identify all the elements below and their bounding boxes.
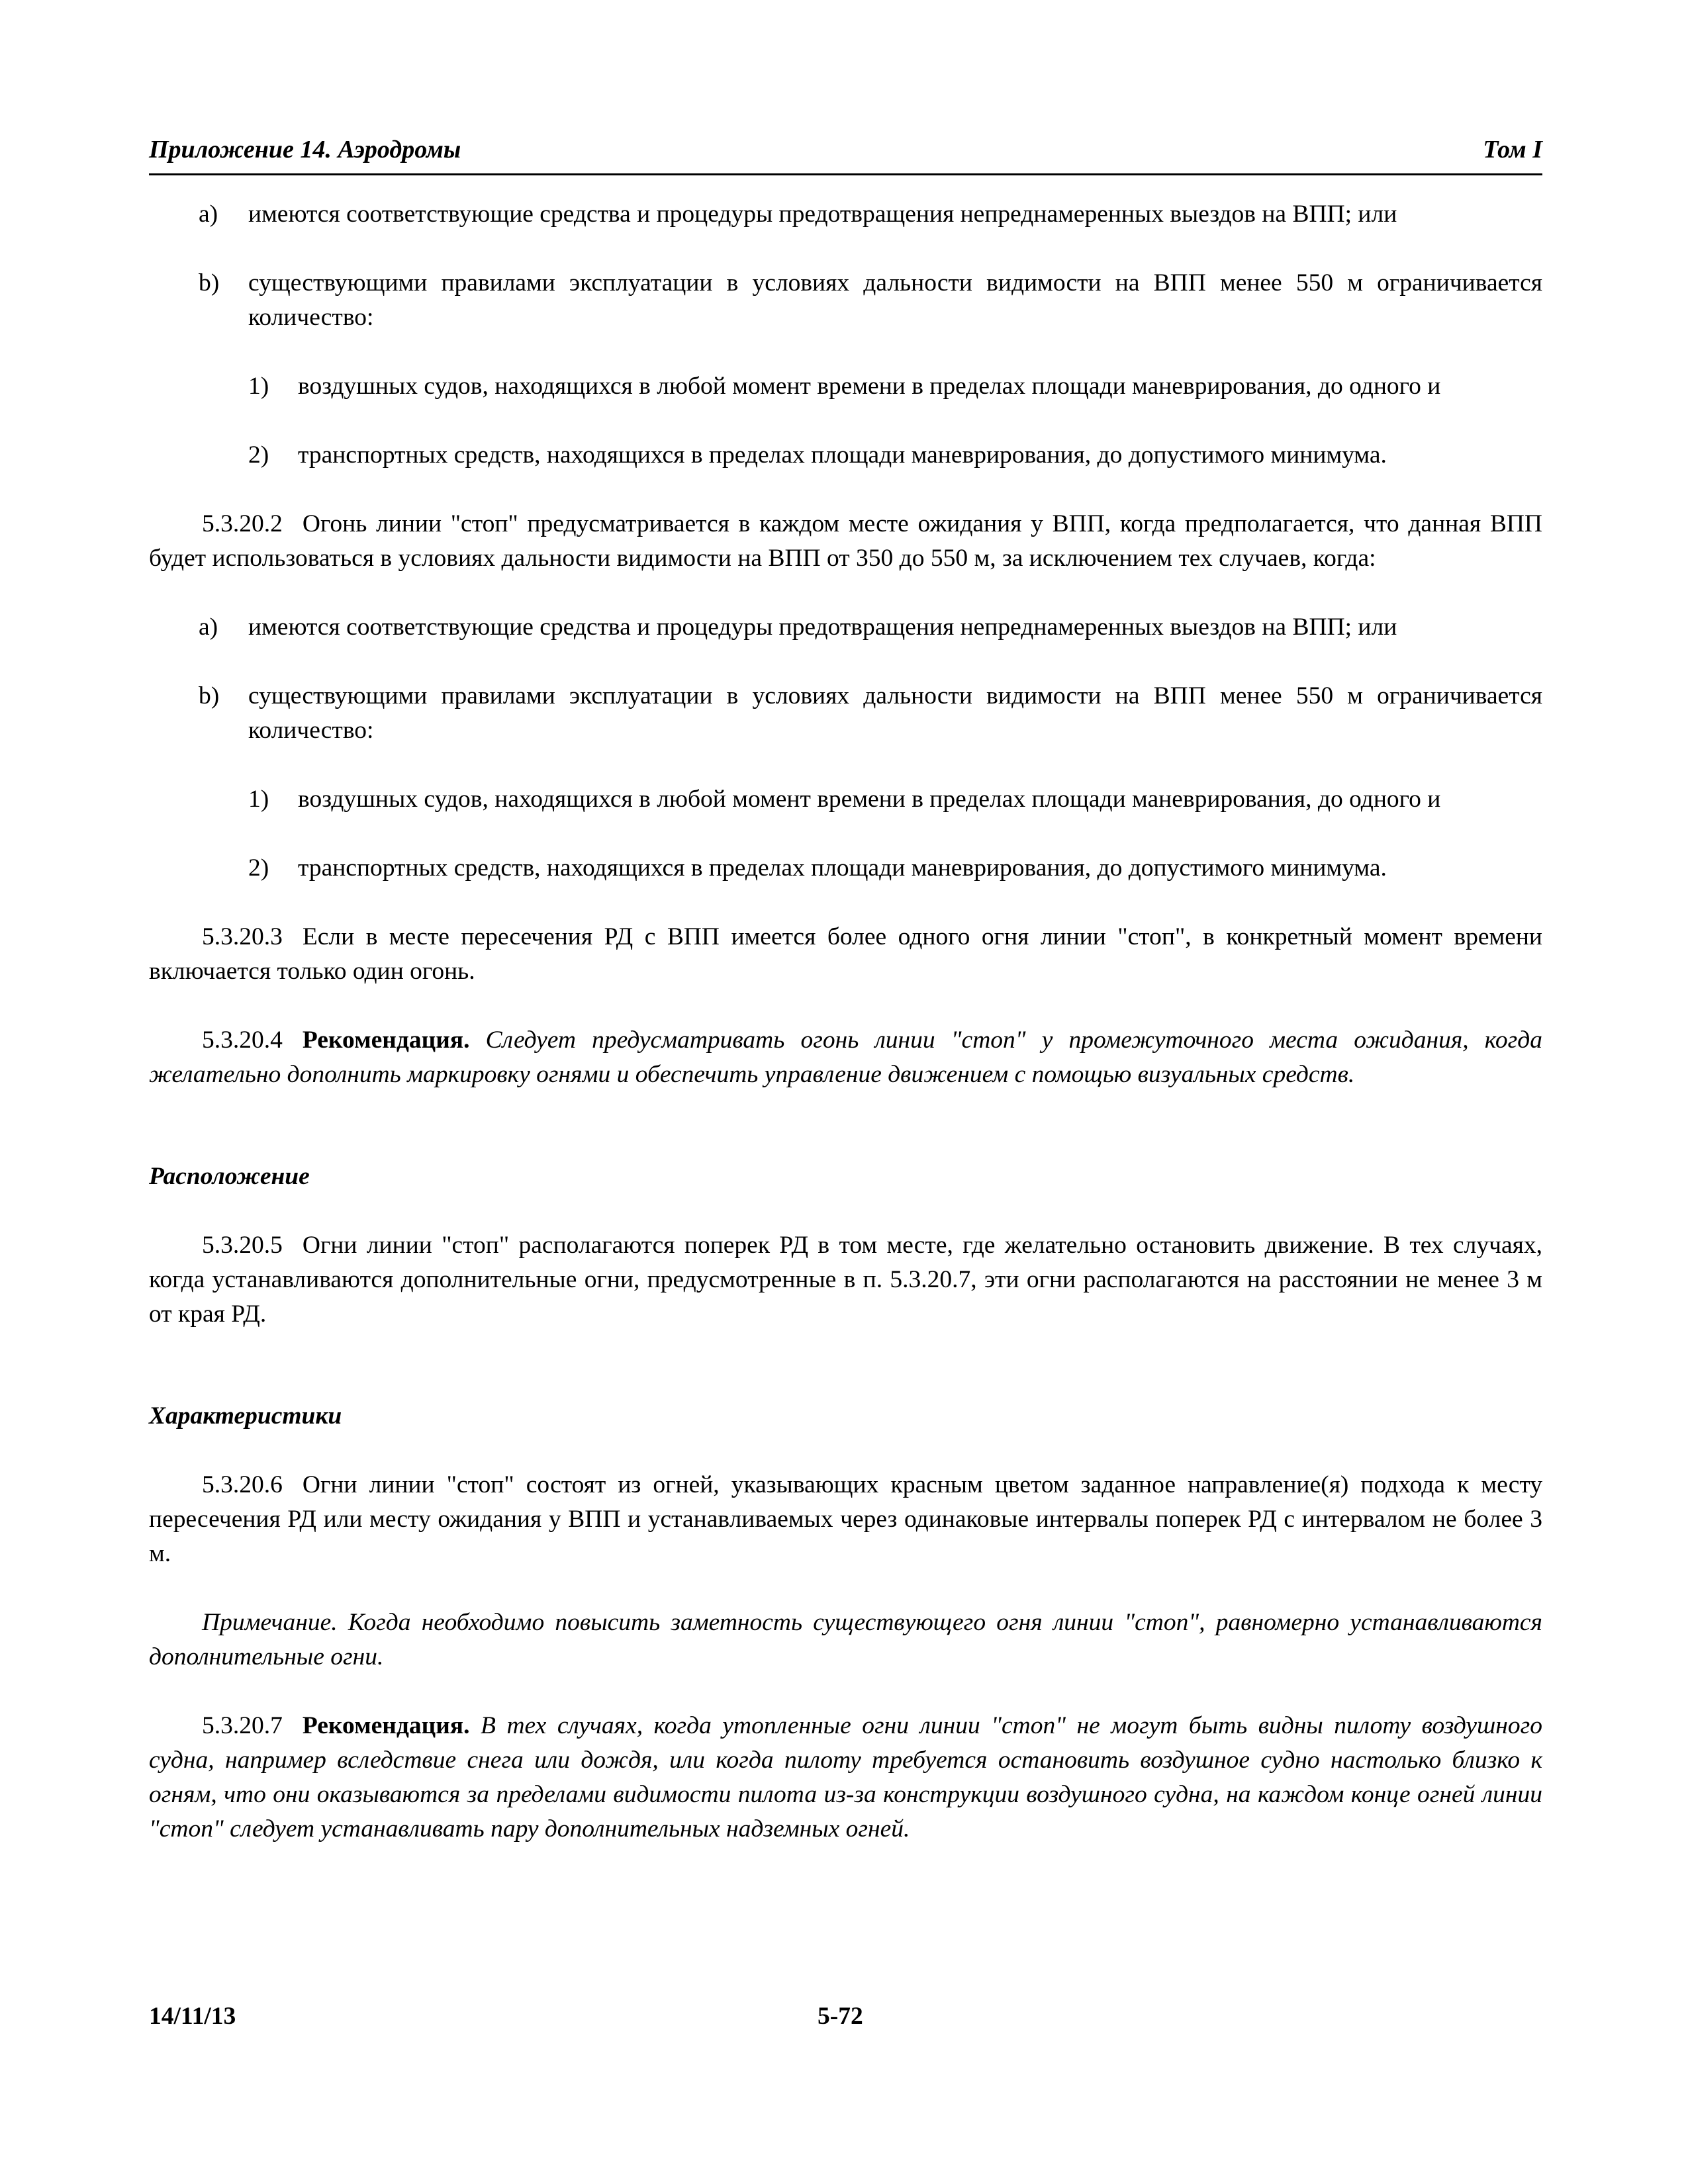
header-volume: Том I xyxy=(1483,136,1542,163)
recommendation-text: Следует предусматривать огонь линии "стоп" у промежуточного места ожидания, когда желательно дополнить маркировку огнями и обеспечить управление движением с помощью визуальных средств. xyxy=(149,1026,1543,1088)
section-heading-location: Расположение xyxy=(149,1163,310,1190)
list-text: существующими правилами эксплуатации в условиях дальности видимости на ВПП менее 550 м ограничивается количество: xyxy=(248,682,1542,744)
list-text: имеются соответствующие средства и процедуры предотвращения непреднамеренных выездов на ВПП; или xyxy=(248,614,1397,641)
list-text: транспортных средств, находящихся в пределах площади маневрирования, до допустимого минимума. xyxy=(298,854,1387,882)
paragraph-text: Если в месте пересечения РД с ВПП имеется более одного огня линии "стоп", в конкретный момент времени включается только один огонь. xyxy=(149,923,1542,985)
paragraph-5-3-20-7 xyxy=(149,1709,1542,1846)
header-title: Приложение 14. Аэродромы xyxy=(149,136,461,163)
list-label: b) xyxy=(199,682,220,709)
clause-number: 5.3.20.2 xyxy=(202,510,283,537)
list-text: воздушных судов, находящихся в любой момент времени в пределах площади маневрирования, до одного и xyxy=(298,786,1441,813)
list-text: имеются соответствующие средства и процедуры предотвращения непреднамеренных выездов на ВПП; или xyxy=(248,201,1397,228)
clause-number: 5.3.20.7 xyxy=(202,1712,283,1739)
document-body xyxy=(149,197,1542,1881)
list-label: 2) xyxy=(248,854,269,882)
list-label: 2) xyxy=(248,441,269,469)
list-label: a) xyxy=(199,201,218,228)
list-item xyxy=(149,266,1542,335)
page-header xyxy=(149,132,1542,175)
footer-page-number: 5-72 xyxy=(818,2003,863,2030)
sublist-item xyxy=(149,438,1542,473)
paragraph-text: Огни линии "стоп" располагаются поперек РД в том месте, где желательно остановить движение. В тех случаях, когда устанавливаются дополнительные огни, предусмотренные в п. 5.3.20.7, эти огни располагаются на расстоянии не менее 3 м от края РД. xyxy=(149,1232,1542,1328)
paragraph-5-3-20-3 xyxy=(149,920,1542,989)
list-item xyxy=(149,197,1542,232)
recommendation-label: Рекомендация. xyxy=(302,1712,470,1739)
recommendation-label: Рекомендация. xyxy=(302,1026,470,1054)
paragraph-5-3-20-6 xyxy=(149,1468,1542,1571)
clause-number: 5.3.20.4 xyxy=(202,1026,283,1054)
paragraph-text: Огонь линии "стоп" предусматривается в каждом месте ожидания у ВПП, когда предполагается, что данная ВПП будет использоваться в условиях дальности видимости на ВПП от 350 до 550 м, за исключением тех случаев, когда: xyxy=(149,510,1542,572)
list-label: a) xyxy=(199,614,218,641)
footer-date: 14/11/13 xyxy=(149,2003,236,2030)
list-text: воздушных судов, находящихся в любой момент времени в пределах площади маневрирования, до одного и xyxy=(298,373,1441,400)
list-text: существующими правилами эксплуатации в условиях дальности видимости на ВПП менее 550 м ограничивается количество: xyxy=(248,269,1542,331)
clause-number: 5.3.20.5 xyxy=(202,1232,283,1259)
note: Примечание. Когда необходимо повысить заметность существующего огня линии "стоп", равномерно устанавливаются дополнительные огни. xyxy=(149,1609,1542,1670)
sublist-item xyxy=(149,782,1542,817)
recommendation-text: В тех случаях, когда утопленные огни линии "стоп" не могут быть видны пилоту воздушного судна, например вследствие снега или дождя, или когда пилоту требуется остановить воздушное судно настолько близко к огням, что они оказываются за пределами видимости пилота из-за конструкции воздушного судна, на каждом конце огней линии "стоп" следует устанавливать пару дополнительных надземных огней. xyxy=(149,1712,1543,1843)
list-item xyxy=(149,679,1542,748)
list-text: транспортных средств, находящихся в пределах площади маневрирования, до допустимого минимума. xyxy=(298,441,1387,469)
section-heading-characteristics: Характеристики xyxy=(149,1402,342,1430)
list-label: b) xyxy=(199,269,220,296)
list-label: 1) xyxy=(248,786,269,813)
paragraph-5-3-20-4 xyxy=(149,1023,1542,1092)
paragraph-text: Огни линии "стоп" состоят из огней, указывающих красным цветом заданное направление(я) подхода к месту пересечения РД или месту ожидания у ВПП и устанавливаемых через одинаковые интервалы поперек РД с интервалом не более 3 м. xyxy=(149,1471,1542,1567)
paragraph-5-3-20-5 xyxy=(149,1228,1542,1332)
sublist-item xyxy=(149,369,1542,404)
list-item xyxy=(149,610,1542,645)
sublist-item xyxy=(149,851,1542,886)
list-label: 1) xyxy=(248,373,269,400)
paragraph-5-3-20-2 xyxy=(149,507,1542,576)
clause-number: 5.3.20.3 xyxy=(202,923,283,950)
clause-number: 5.3.20.6 xyxy=(202,1471,283,1498)
